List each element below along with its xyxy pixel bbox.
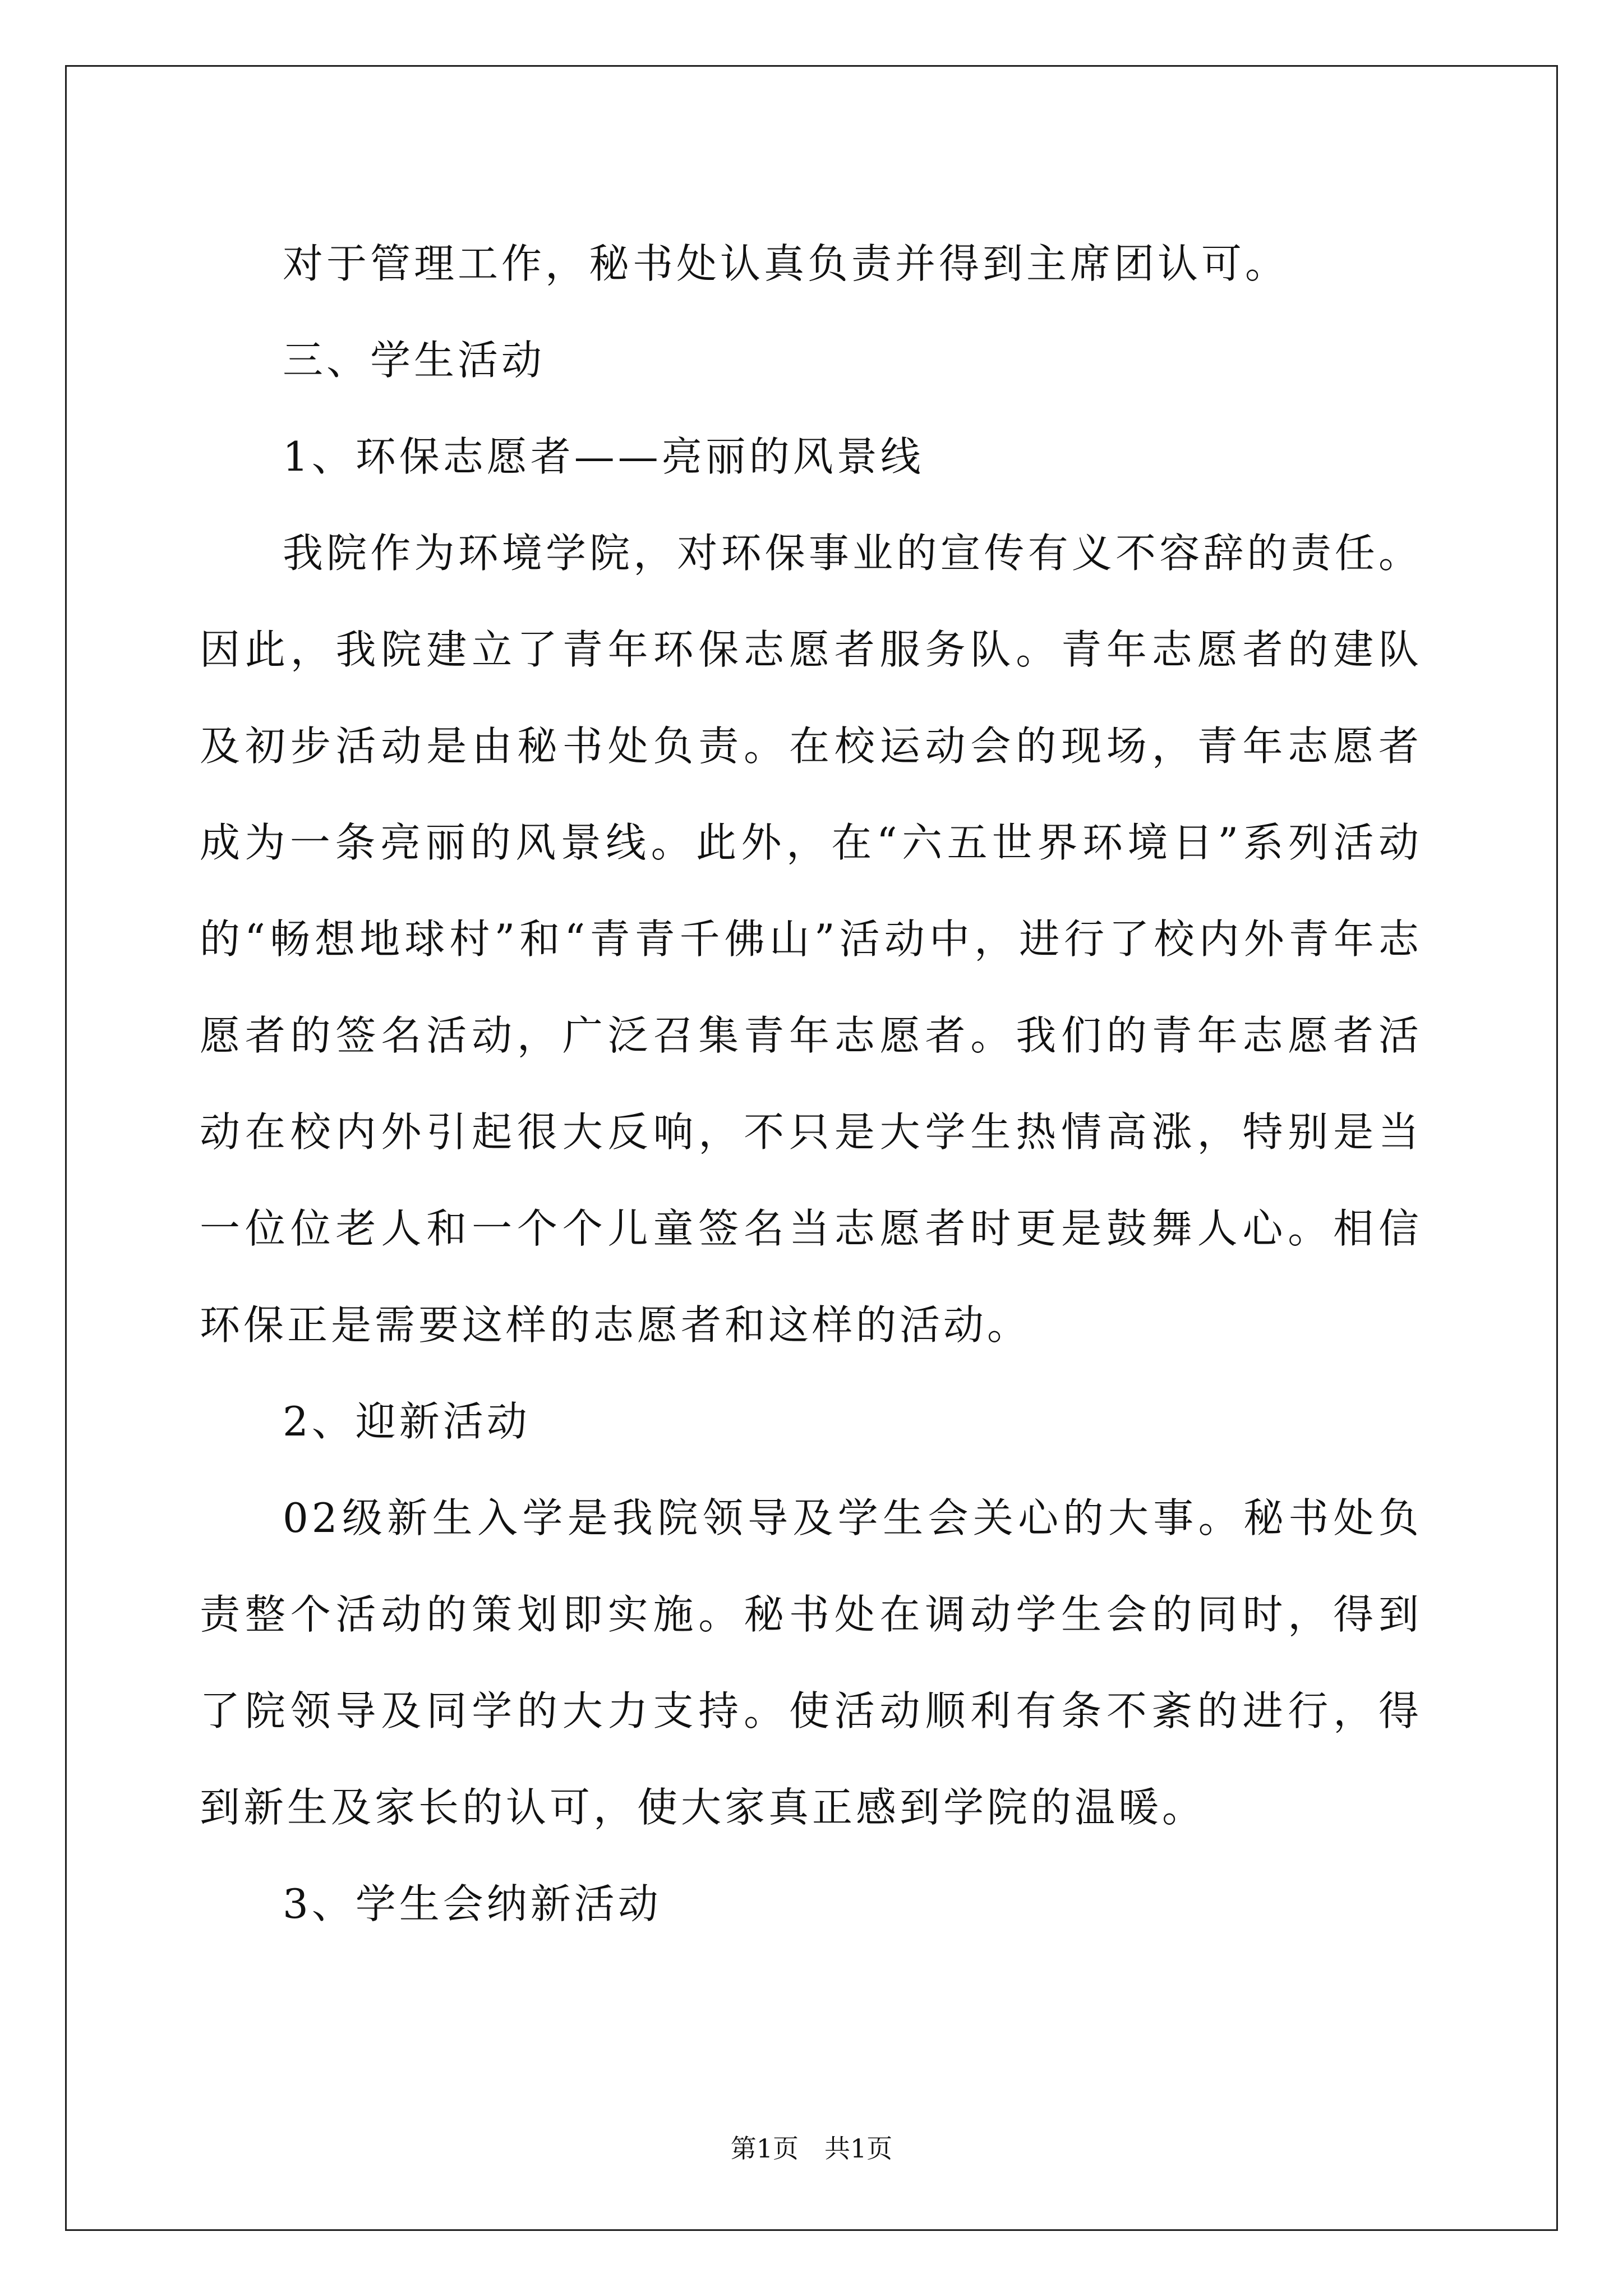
subheading-environmental-volunteers: 1、环保志愿者——亮丽的风景线 bbox=[283, 433, 924, 480]
document-body bbox=[200, 215, 1422, 1952]
page-footer bbox=[0, 2128, 1623, 2165]
paragraph-orientation: 02级新生入学是我院领导及学生会关心的大事。秘书处负责整个活动的策划即实施。秘书处在调动学生会的同时，得到了院领导及同学的大力支持。使活动顺利有条不紊的进行，得到新生及家长的认可，使大家真正感到学院的温暖。 bbox=[200, 1494, 1422, 1831]
page-number-total: 共1页 bbox=[824, 2133, 893, 2164]
paragraph-management: 对于管理工作，秘书处认真负责并得到主席团认可。 bbox=[283, 240, 1289, 287]
subheading-orientation: 2、迎新活动 bbox=[283, 1398, 531, 1445]
section-heading-student-activities: 三、学生活动 bbox=[283, 337, 546, 384]
page-number-current: 第1页 bbox=[730, 2133, 799, 2164]
subheading-recruitment: 3、学生会纳新活动 bbox=[283, 1880, 662, 1927]
paragraph-volunteers: 我院作为环境学院，对环保事业的宣传有义不容辞的责任。因此，我院建立了青年环保志愿者服务队。青年志愿者的建队及初步活动是由秘书处负责。在校运动会的现场，青年志愿者成为一条亮丽的风景线。此外，在“六五世界环境日”系列活动的“畅想地球村”和“青青千佛山”活动中，进行了校内外青年志愿者的签名活动，广泛召集青年志愿者。我们的青年志愿者活动在校内外引起很大反响，不只是大学生热情高涨，特别是当一位位老人和一个个儿童签名当志愿者时更是鼓舞人心。相信环保正是需要这样的志愿者和这样的活动。 bbox=[200, 530, 1422, 1349]
